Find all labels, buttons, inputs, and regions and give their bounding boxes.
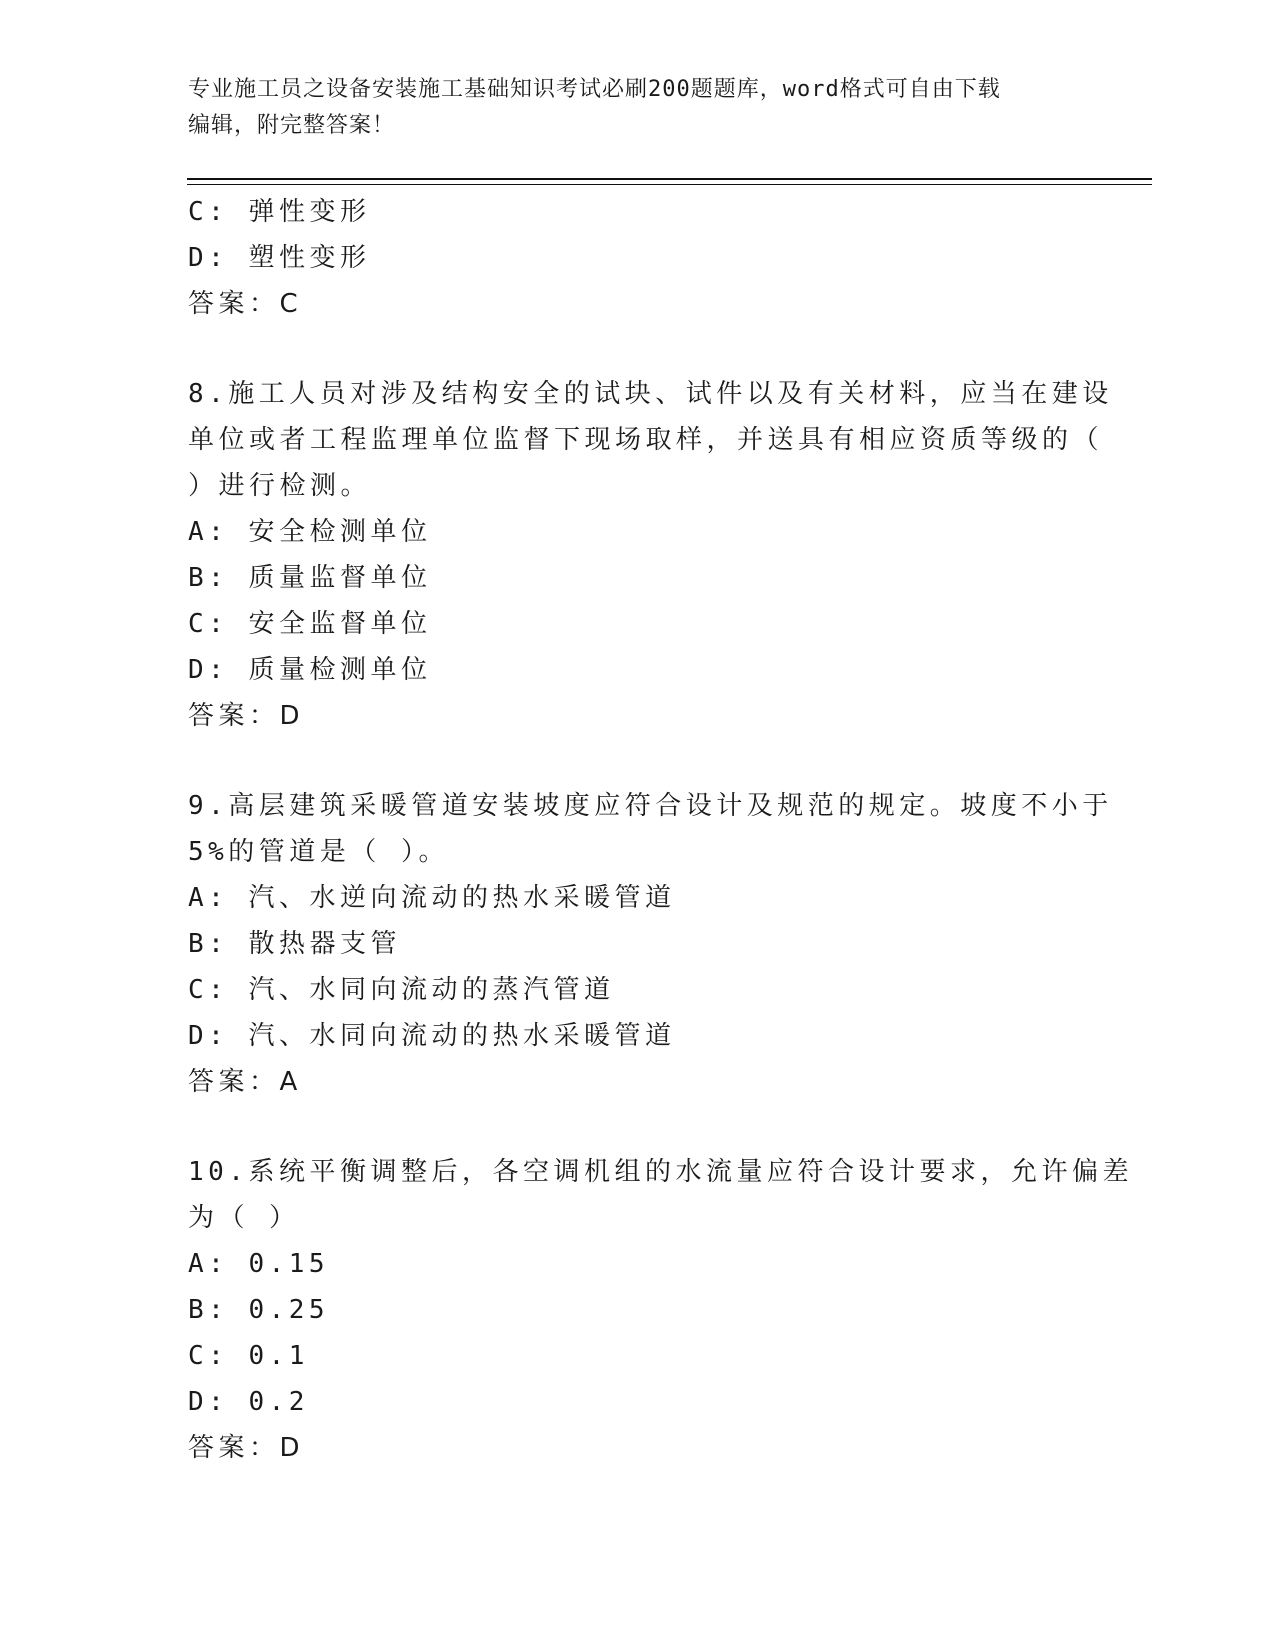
answer-line: 答案：A [188,1067,302,1097]
header-line-2: 编辑，附完整答案！ [188,113,396,138]
question-stem-line: 10.系统平衡调整后，各空调机组的水流量应符合设计要求，允许偏差 [188,1157,1133,1187]
option-d: D: 汽、水同向流动的热水采暖管道 [188,1021,676,1051]
option-d: D: 0.2 [188,1387,309,1417]
question-stem-line: 单位或者工程监理单位监督下现场取样，并送具有相应资质等级的（ [188,425,1104,455]
spacer [188,1105,1088,1149]
option-d: D: 塑性变形 [188,243,371,273]
answer-line: 答案：D [188,701,305,731]
question-list [188,189,1133,1471]
question-stem-line: ）进行检测。 [188,471,372,501]
document-header [188,72,1088,144]
option-b: B: 散热器支管 [188,929,401,959]
spacer [188,327,1088,371]
question-stem-line: 9.高层建筑采暖管道安装坡度应符合设计及规范的规定。坡度不小于 [188,791,1113,821]
option-a: A: 0.15 [188,1249,330,1279]
question-10 [188,1149,1133,1471]
question-stem-line: 为（ ） [188,1203,300,1233]
answer-line: 答案：C [188,289,303,319]
question-8 [188,371,1113,739]
option-c: C: 安全监督单位 [188,609,432,639]
question-7-continued [188,189,1088,327]
spacer [188,739,1088,783]
question-stem-line: 5%的管道是（ ）。 [188,837,449,867]
question-stem-line: 8.施工人员对涉及结构安全的试块、试件以及有关材料，应当在建设 [188,379,1113,409]
answer-line: 答案：D [188,1433,305,1463]
option-b: B: 质量监督单位 [188,563,432,593]
option-a: A: 汽、水逆向流动的热水采暖管道 [188,883,676,913]
option-d: D: 质量检测单位 [188,655,432,685]
option-b: B: 0.25 [188,1295,330,1325]
option-c: C: 汽、水同向流动的蒸汽管道 [188,975,615,1005]
question-9 [188,783,1113,1105]
header-line-1: 专业施工员之设备安装施工基础知识考试必刷200题题库，word格式可自由下载 [188,77,1001,102]
header-divider-thick [187,178,1152,180]
option-a: A: 安全检测单位 [188,517,432,547]
option-c: C: 0.1 [188,1341,309,1371]
option-c: C: 弹性变形 [188,197,371,227]
header-divider-thin [187,184,1152,185]
